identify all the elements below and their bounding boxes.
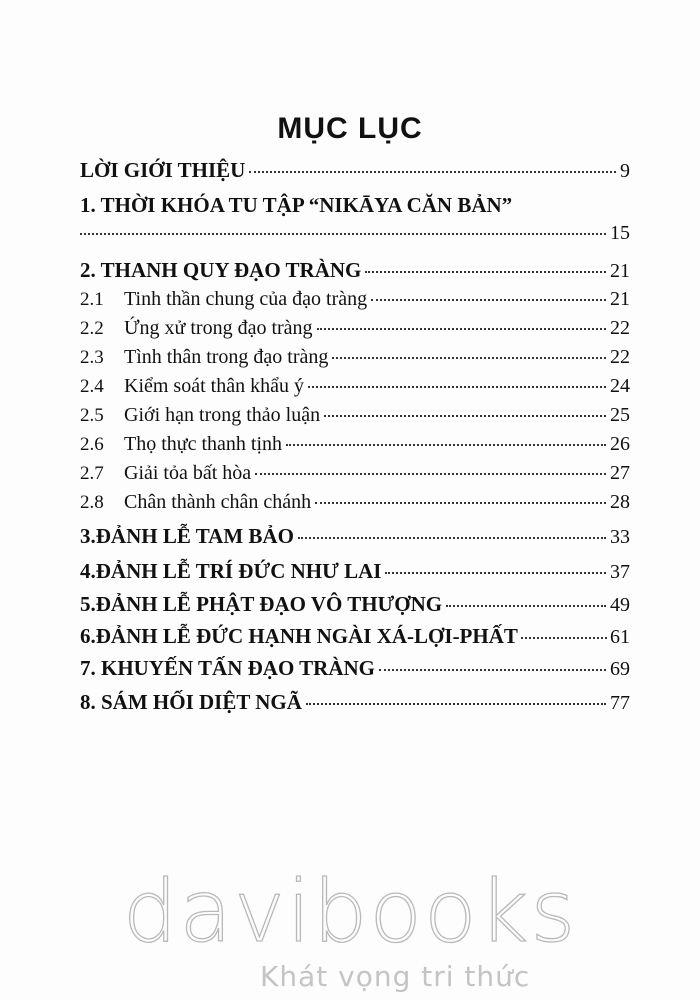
dot-leader [315,502,606,504]
toc-page-number: 27 [610,462,630,484]
toc-entry-chapter-1[interactable] [80,193,630,218]
toc-page-number: 21 [610,288,630,310]
toc-subentry-2-1[interactable] [80,288,630,311]
toc-entry-label: 8. SÁM HỐI DIỆT NGÃ [80,690,302,714]
dot-leader [446,605,606,607]
toc-page-number: 61 [610,626,630,648]
toc-entry-label: Giới hạn trong thảo luận [124,404,321,426]
dot-leader [255,473,606,475]
dot-leader [80,233,606,235]
toc-subentry-2-3[interactable] [80,346,630,369]
toc-page-number: 49 [610,594,630,616]
dot-leader [521,637,607,639]
toc-subentry-2-8[interactable] [80,491,630,514]
dot-leader [317,328,606,330]
dot-leader [249,171,616,173]
dot-leader [332,357,606,359]
toc-subentry-number: 2.7 [80,463,104,484]
toc-entry-label: Thọ thực thanh tịnh [124,433,283,455]
dot-leader [379,669,606,671]
toc-entry-label: Giải tỏa bất hòa [124,462,252,484]
toc-entry-label: Ứng xử trong đạo tràng [124,317,313,339]
toc-entry-chapter-3[interactable] [80,524,630,549]
toc-page-number: 25 [610,404,630,426]
toc-subentry-number: 2.1 [80,289,104,310]
toc-subentry-number: 2.8 [80,492,104,513]
toc-entry-label: Tình thân trong đạo tràng [124,346,329,368]
toc-entry-label: Kiểm soát thân khẩu ý [124,375,304,397]
toc-entry-chapter-7[interactable] [80,656,630,681]
toc-entry-label: 7. KHUYẾN TẤN ĐẠO TRÀNG [80,656,376,680]
toc-entry-label: 3.ĐẢNH LỄ TAM BẢO [80,524,294,548]
toc-entry-label: 2. THANH QUY ĐẠO TRÀNG [80,258,362,282]
dot-leader [308,386,606,388]
toc-subentry-2-2[interactable] [80,317,630,340]
toc-entry-introduction[interactable] [80,158,630,183]
toc-subentry-number: 2.2 [80,318,104,339]
toc-page-number: 33 [610,526,630,548]
toc-subentry-number: 2.4 [80,376,104,397]
toc-entry-chapter-1-leader [80,222,630,245]
toc-entry-label: 6.ĐẢNH LỄ ĐỨC HẠNH NGÀI XÁ-LỢI-PHẤT [80,624,518,648]
toc-page-number: 69 [610,658,630,680]
toc-entry-label: Chân thành chân chánh [124,491,312,513]
toc-page-number: 24 [610,375,630,397]
dot-leader [286,444,606,446]
toc-subentry-2-4[interactable] [80,375,630,398]
toc-page-number: 21 [610,260,630,282]
toc-subentry-2-6[interactable] [80,433,630,456]
watermark-brand: davibooks [122,862,578,962]
toc-subentry-number: 2.6 [80,434,104,455]
toc-page-number: 37 [610,561,630,583]
page-title: MỤC LỤC [277,112,423,145]
watermark-tagline: Khát vọng tri thức [260,960,531,993]
toc-entry-chapter-4[interactable] [80,559,630,584]
toc-entry-chapter-6[interactable] [80,624,630,649]
toc-page-number: 15 [610,222,630,244]
toc-entry-label: LỜI GIỚI THIỆU [80,158,246,182]
dot-leader [371,299,606,301]
toc-subentry-2-7[interactable] [80,462,630,485]
toc-entry-chapter-2[interactable] [80,258,630,283]
toc-subentry-number: 2.3 [80,347,104,368]
toc-entry-chapter-5[interactable] [80,592,630,617]
toc-page-number: 9 [620,160,630,182]
dot-leader [324,415,606,417]
dot-leader [385,572,606,574]
toc-page-number: 26 [610,433,630,455]
dot-leader [365,271,606,273]
dot-leader [306,703,606,705]
toc-subentry-2-5[interactable] [80,404,630,427]
toc-entry-chapter-8[interactable] [80,690,630,715]
toc-subentry-number: 2.5 [80,405,104,426]
toc-page-number: 28 [610,491,630,513]
toc-entry-label: Tinh thần chung của đạo tràng [124,288,368,310]
toc-entry-label: 4.ĐẢNH LỄ TRÍ ĐỨC NHƯ LAI [80,559,382,583]
toc-page-number: 77 [610,692,630,714]
toc-page-number: 22 [610,346,630,368]
toc-entry-label: 1. THỜI KHÓA TU TẬP “NIKĀYA CĂN BẢN” [80,193,513,217]
dot-leader [298,537,606,539]
toc-entry-label: 5.ĐẢNH LỄ PHẬT ĐẠO VÔ THƯỢNG [80,592,443,616]
toc-page-number: 22 [610,317,630,339]
